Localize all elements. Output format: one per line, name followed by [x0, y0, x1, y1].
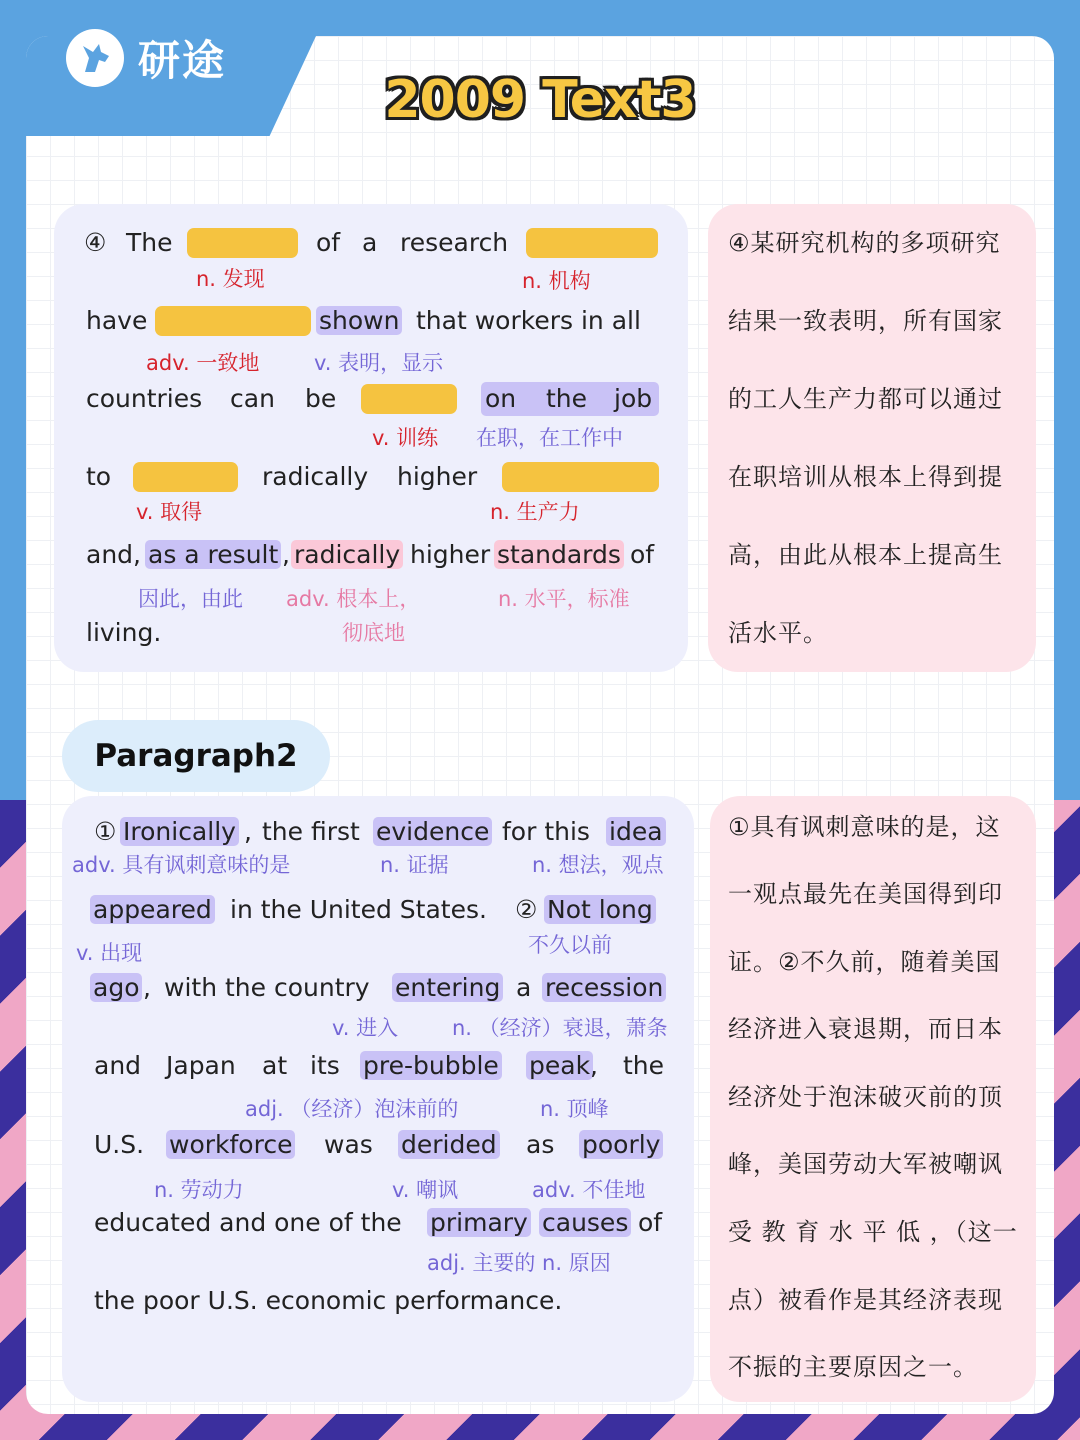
word-as: as — [526, 1130, 555, 1159]
word-number-2: ② — [515, 895, 538, 924]
note-radically-2: 彻底地 — [342, 621, 405, 645]
word-evidence: evidence — [373, 817, 492, 846]
word-higher: higher — [397, 462, 478, 491]
word-and: and, — [86, 540, 141, 569]
note-poorly: adv. 不佳地 — [532, 1178, 646, 1202]
word-idea: idea — [606, 817, 666, 846]
translation-2-line-4: 经济进入衰退期，而日本 — [728, 1015, 1003, 1043]
word-the: The — [126, 228, 173, 257]
note-idea: n. 想法，观点 — [532, 853, 664, 877]
word-can: can — [230, 384, 275, 413]
word-standards: standards — [494, 540, 624, 569]
word-number: ④ — [84, 228, 107, 257]
word-was: was — [324, 1130, 373, 1159]
word-of: of — [316, 228, 341, 257]
blank-institute — [526, 228, 658, 258]
note-appeared: v. 出现 — [76, 941, 143, 965]
word-and: and — [94, 1051, 142, 1080]
note-as-a-result: 因此，由此 — [138, 587, 243, 611]
word-recession: recession — [542, 973, 666, 1002]
note-not-long: 不久以前 — [528, 933, 612, 957]
note-radically-1: adv. 根本上， — [286, 587, 421, 611]
word-living: living. — [86, 618, 162, 647]
translation-2-line-9: 不振的主要原因之一。 — [728, 1353, 978, 1381]
word-be: be — [305, 384, 337, 413]
word-radically-2: radically — [291, 540, 403, 569]
word-the: the — [623, 1051, 665, 1080]
note-shown: v. 表明，显示 — [314, 351, 444, 375]
note-ironically: adv. 具有讽刺意味的是 — [72, 853, 291, 877]
translation-2-line-3: 证。②不久前，随着美国 — [728, 948, 1001, 976]
word-pre-bubble: pre-bubble — [360, 1051, 502, 1080]
word-with-the-country: with the country — [164, 973, 370, 1002]
word-comma-1: , — [244, 817, 252, 846]
word-of: of — [638, 1208, 663, 1237]
word-comma-2: , — [143, 973, 151, 1002]
translation-1-line-1: ④某研究机构的多项研究 — [728, 229, 1001, 257]
blank-findings — [187, 228, 298, 258]
word-appeared: appeared — [90, 895, 215, 924]
note-workforce: n. 劳动力 — [154, 1178, 244, 1202]
paragraph-label: Paragraph2 — [62, 720, 330, 792]
note-peak: n. 顶峰 — [540, 1097, 609, 1121]
translation-2-line-7: 受 教 育 水 平 低 ，（这一 — [728, 1218, 1018, 1246]
word-not-long: Not long — [544, 895, 656, 924]
word-on: on — [485, 384, 517, 413]
translation-1-line-6: 活水平。 — [728, 619, 828, 647]
word-countries: countries — [86, 384, 203, 413]
word-comma-3: , — [590, 1051, 598, 1080]
word-radically: radically — [262, 462, 369, 491]
word-ago: ago — [90, 973, 142, 1002]
translation-2-line-2: 一观点最先在美国得到印 — [728, 880, 1003, 908]
word-as-a-result: as a result — [145, 540, 281, 569]
page-title: 2009 Text3 — [384, 70, 696, 130]
translation-2-line-1: ①具有讽刺意味的是，这 — [728, 813, 1001, 841]
word-that-workers: that workers in all — [416, 306, 641, 335]
word-workforce: workforce — [166, 1130, 295, 1159]
blank-trained — [361, 384, 457, 414]
translation-1-line-3: 的工人生产力都可以通过 — [728, 385, 1003, 413]
word-the-2: the — [546, 384, 588, 413]
note-derided: v. 嘲讽 — [392, 1178, 459, 1202]
word-higher-2: higher — [410, 540, 491, 569]
word-peak: peak — [526, 1051, 593, 1080]
word-its: its — [310, 1051, 340, 1080]
word-at: at — [262, 1051, 288, 1080]
note-trained: v. 训练 — [372, 426, 439, 450]
note-standards: n. 水平，标准 — [498, 587, 630, 611]
translation-1-line-2: 结果一致表明，所有国家 — [728, 307, 1003, 335]
word-in-the-us: in the United States. — [230, 895, 487, 924]
note-entering: v. 进入 — [332, 1016, 399, 1040]
word-number-1: ① — [94, 817, 117, 846]
translation-2-line-8: 点）被看作是其经济表现 — [728, 1286, 1003, 1314]
blank-productivity — [502, 462, 659, 492]
translation-1-line-4: 在职培训从根本上得到提 — [728, 463, 1003, 491]
word-comma: , — [282, 540, 290, 569]
note-recession: n. （经济）衰退，萧条 — [452, 1016, 668, 1040]
word-research: research — [400, 228, 509, 257]
note-institute: n. 机构 — [522, 269, 591, 293]
note-productivity: n. 生产力 — [490, 500, 580, 524]
word-a: a — [516, 973, 532, 1002]
word-primary: primary — [427, 1208, 531, 1237]
word-last-line: the poor U.S. economic performance. — [94, 1286, 563, 1315]
brand-name: 研途 — [138, 36, 227, 85]
translation-1-line-5: 高，由此从根本上提高生 — [728, 541, 1003, 569]
note-consistently: adv. 一致地 — [146, 351, 260, 375]
word-have: have — [86, 306, 148, 335]
word-shown: shown — [316, 306, 402, 335]
word-to: to — [86, 462, 112, 491]
note-primary-causes: adj. 主要的 n. 原因 — [427, 1251, 611, 1275]
word-a: a — [362, 228, 378, 257]
word-derided: derided — [398, 1130, 500, 1159]
word-poorly: poorly — [579, 1130, 663, 1159]
note-pre-bubble: adj. （经济）泡沫前的 — [245, 1097, 459, 1121]
translation-2-line-6: 峰，美国劳动大军被嘲讽 — [728, 1150, 1003, 1178]
translation-2-line-5: 经济处于泡沫破灭前的顶 — [728, 1083, 1003, 1111]
note-achieve: v. 取得 — [136, 500, 203, 524]
word-ironically: Ironically — [120, 817, 239, 846]
note-on-the-job: 在职，在工作中 — [476, 426, 623, 450]
word-entering: entering — [392, 973, 503, 1002]
word-for-this: for this — [502, 817, 590, 846]
word-of-2: of — [630, 540, 655, 569]
note-evidence: n. 证据 — [380, 853, 449, 877]
note-findings: n. 发现 — [196, 267, 265, 291]
blank-consistently — [155, 306, 311, 336]
blank-achieve — [133, 462, 238, 492]
word-job: job — [614, 384, 653, 413]
word-japan: Japan — [166, 1051, 236, 1080]
word-us: U.S. — [94, 1130, 145, 1159]
translation-panel-1 — [708, 204, 1036, 672]
word-the-first: the first — [262, 817, 360, 846]
word-causes: causes — [539, 1208, 631, 1237]
word-educated: educated and one of the — [94, 1208, 402, 1237]
